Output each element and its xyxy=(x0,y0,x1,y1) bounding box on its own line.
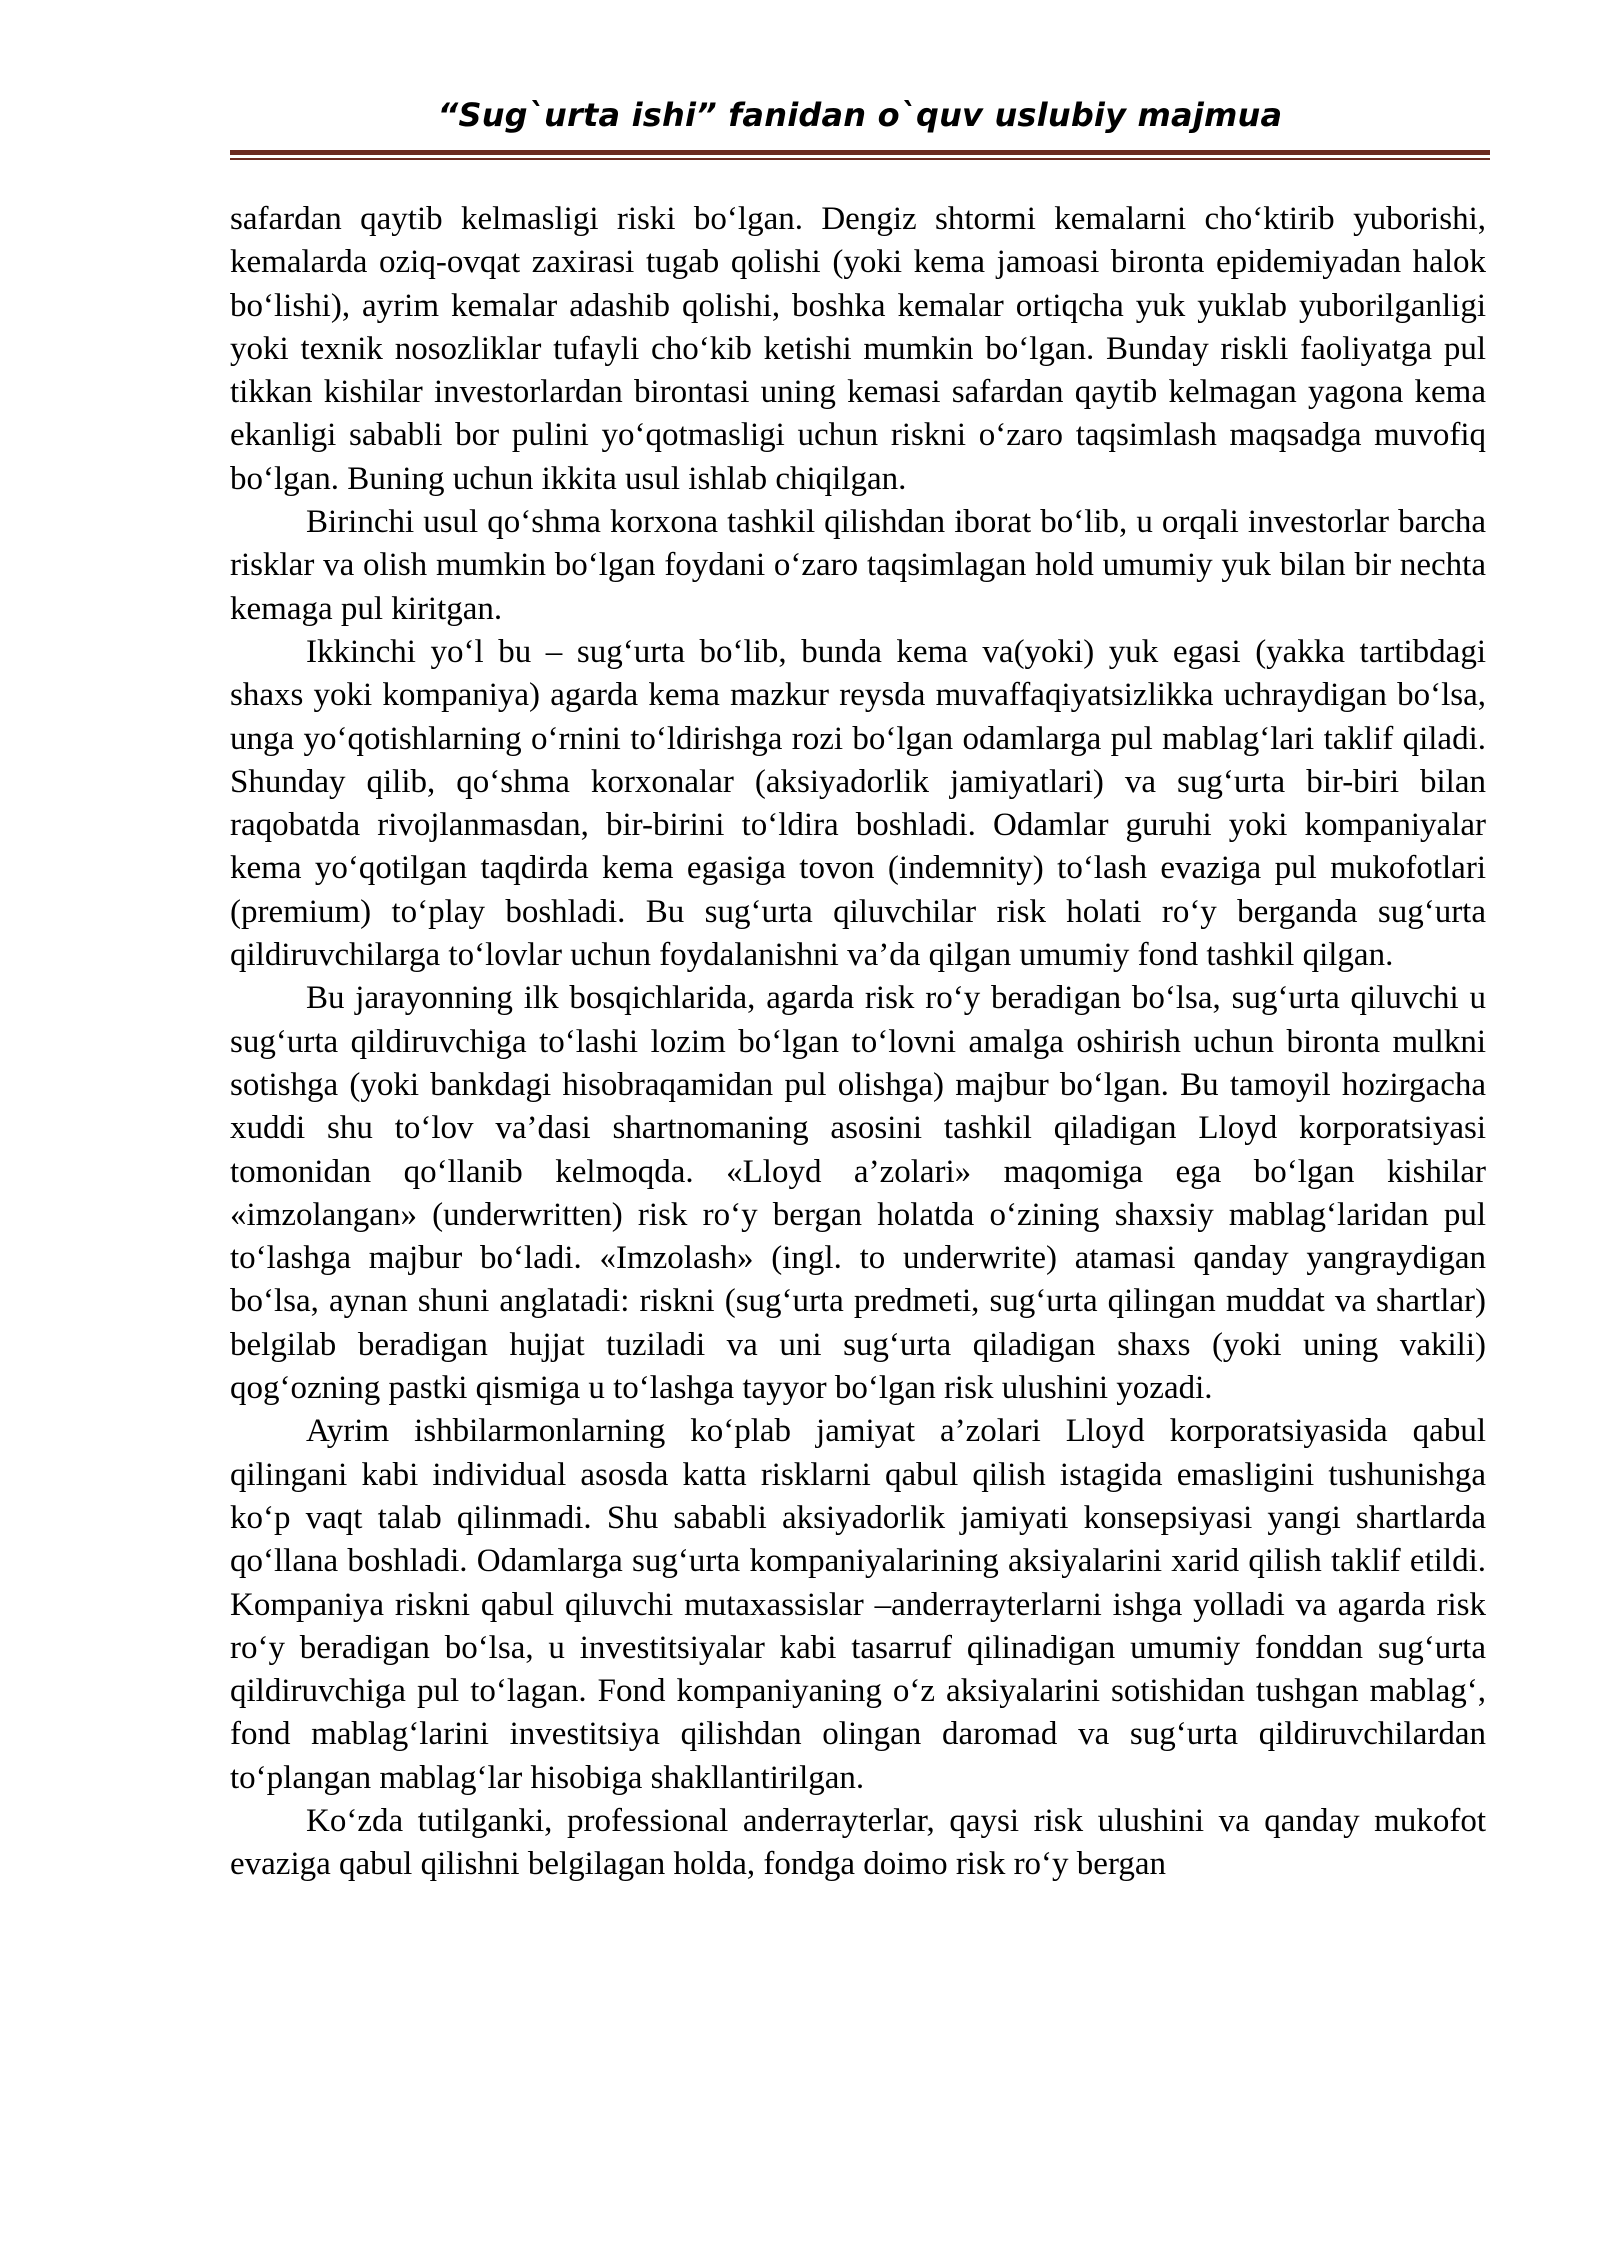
paragraph-2: Birinchi usul qo‘shma korxona tashkil qilishdan iborat bo‘lib, u orqali investorlar barcha risklar va olish mumkin bo‘lgan foydani o‘zaro taqsimlagan hold umumiy yuk bilan bir nechta kemaga pul kiritgan. xyxy=(230,504,1486,627)
paragraph-4: Bu jarayonning ilk bosqichlarida, agarda risk ro‘y beradigan bo‘lsa, sug‘urta qiluvchi u sug‘urta qildiruvchiga to‘lashi lozim bo‘lgan to‘lovni amalga oshirish uchun bironta mulkni sotishga (yoki bankdagi hisobraqamidan pul olishga) majbur bo‘lgan. Bu tamoyil hozirgacha xuddi shu to‘lov va’dasi shartnomaning asosini tashkil qiladigan Lloyd korporatsiyasi tomonidan qo‘llanib kelmoqda. «Lloyd a’zolari» maqomiga ega bo‘lgan kishilar «imzolangan» (underwritten) risk ro‘y bergan holatda o‘zining shaxsiy mablag‘laridan pul to‘lashga majbur bo‘ladi. «Imzolash» (ingl. to underwrite) atamasi qanday yangraydigan bo‘lsa, aynan shuni anglatadi: riskni (sug‘urta predmeti, sug‘urta qilingan muddat va shartlar) belgilab beradigan hujjat tuziladi va uni sug‘urta qiladigan shaxs (yoki uning vakili) qog‘ozning pastki qismiga u to‘lashga tayyor bo‘lgan risk ulushini yozadi. xyxy=(230,980,1486,1407)
page-header-title: “Sug`urta ishi” fanidan o`quv uslubiy majmua xyxy=(437,96,1283,134)
paragraph-3: Ikkinchi yo‘l bu – sug‘urta bo‘lib, bunda kema va(yoki) yuk egasi (yakka tartibdagi shaxs yoki kompaniya) agarda kema mazkur reysda muvaffaqiyatsizlikka uchraydigan bo‘lsa, unga yo‘qotishlarning o‘rnini to‘ldirishga rozi bo‘lgan odamlarga pul mablag‘lari taklif qiladi. Shunday qilib, qo‘shma korxonalar (aksiyadorlik jamiyatlari) va sug‘urta bir-biri bilan raqobatda rivojlanmasdan, bir-birini to‘ldira boshladi. Odamlar guruhi yoki kompaniyalar kema yo‘qotilgan taqdirda kema egasiga tovon (indemnity) to‘lash evaziga pul mukofotlari (premium) to‘play boshladi. Bu sug‘urta qiluvchilar risk holati ro‘y berganda sug‘urta qildiruvchilarga to‘lovlar uchun foydalanishni va’da qilgan umumiy fond tashkil qilgan. xyxy=(230,633,1486,974)
header-rule-thick xyxy=(230,150,1490,155)
paragraph-1: safardan qaytib kelmasligi riski bo‘lgan. Dengiz shtormi kemalarni cho‘ktirib yuborishi, kemalarda oziq-ovqat zaxirasi tugab qolishi (yoki kema jamoasi bironta epidemiyadan halok bo‘lishi), ayrim kemalar adashib qolishi, boshka kemalar ortiqcha yuk yuklab yuborilganligi yoki texnik nosozliklar tufayli cho‘kib ketishi mumkin bo‘lgan. Bunday riskli faoliyatga pul tikkan kishilar investorlardan birontasi uning kemasi safardan qaytib kelmagan yagona kema ekanligi sababli bor pulini yo‘qotmasligi uchun riskni o‘zaro taqsimlash maqsadga muvofiq bo‘lgan. Buning uchun ikkita usul ishlab chiqilgan. xyxy=(230,201,1486,497)
paragraph-6: Ko‘zda tutilganki, professional anderrayterlar, qaysi risk ulushini va qanday mukofot evaziga qabul qilishni belgilagan holda, fondga doimo risk ro‘y bergan xyxy=(230,1802,1486,1883)
paragraph-5: Ayrim ishbilarmonlarning ko‘plab jamiyat a’zolari Lloyd korporatsiyasida qabul qilingani kabi individual asosda katta risklarni qabul qilish istagida emasligini tushunishga ko‘p vaqt talab qilinmadi. Shu sababli aksiyadorlik jamiyati konsepsiyasi yangi shartlarda qo‘llana boshladi. Odamlarga sug‘urta kompaniyalarining aksiyalarini xarid qilish taklif etildi. Kompaniya riskni qabul qiluvchi mutaxassislar –anderrayterlarni ishga yolladi va agarda risk ro‘y beradigan bo‘lsa, u investitsiyalar kabi tasarruf qilinadigan umumiy fonddan sug‘urta qildiruvchiga pul to‘lagan. Fond kompaniyaning o‘z aksiyalarini sotishidan tushgan mablag‘, fond mablag‘larini investitsiya qilishdan olingan daromad va sug‘urta qildiruvchilardan to‘plangan mablag‘lar hisobiga shakllantirilgan. xyxy=(230,1413,1486,1796)
header-rule-thin xyxy=(230,158,1490,160)
body-text xyxy=(230,198,1486,1887)
